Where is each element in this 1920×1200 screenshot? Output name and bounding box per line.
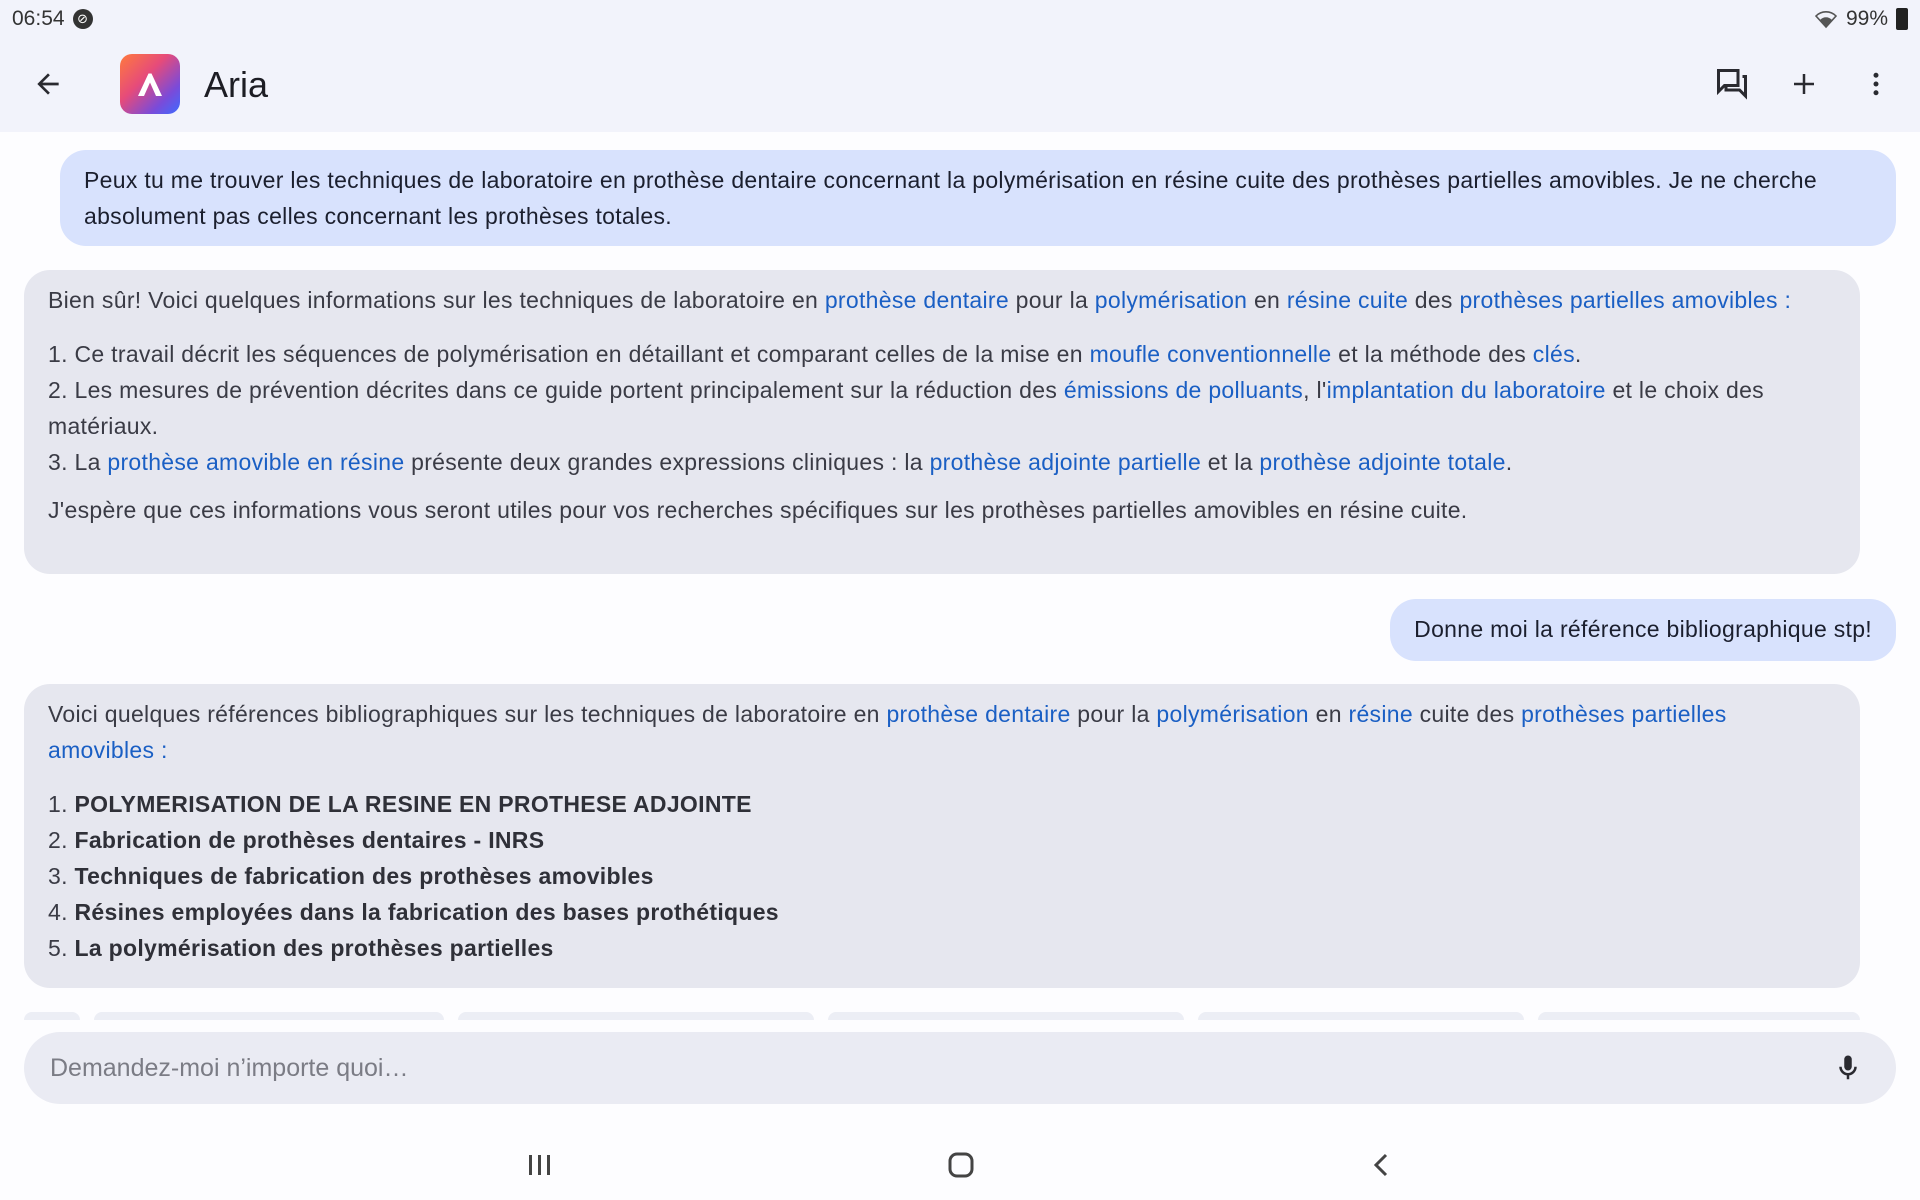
text: 1. Ce travail décrit les séquences de polymérisation en détaillant et comparant celles de la mise en bbox=[48, 341, 1090, 367]
chat-bubbles-icon bbox=[1714, 66, 1750, 102]
link[interactable]: prothèse adjointe totale bbox=[1259, 449, 1506, 475]
plus-icon bbox=[1789, 69, 1819, 99]
reference-item[interactable] bbox=[48, 786, 1836, 822]
link[interactable]: clés bbox=[1532, 341, 1575, 367]
reference-title: Techniques de bbox=[74, 863, 245, 889]
reference-item[interactable] bbox=[48, 858, 1836, 894]
new-chat-button[interactable] bbox=[1776, 56, 1832, 112]
suggestion-chips bbox=[24, 1012, 1894, 1020]
link[interactable]: prothèses partielles amovibles bbox=[1459, 287, 1778, 313]
link[interactable]: prothèse adjointe partielle bbox=[929, 449, 1202, 475]
text: . bbox=[1505, 449, 1513, 475]
text: 1. bbox=[48, 791, 75, 817]
text: 5. bbox=[48, 935, 75, 961]
link[interactable]: polymérisation bbox=[1156, 701, 1309, 727]
text: et la méthode des bbox=[1331, 341, 1533, 367]
suggestion-chip[interactable] bbox=[1198, 1012, 1524, 1020]
suggestion-chip[interactable] bbox=[1538, 1012, 1860, 1020]
app-bar bbox=[0, 38, 1920, 132]
mic-icon bbox=[1833, 1053, 1863, 1083]
assistant-intro bbox=[48, 282, 1836, 318]
text: et le choix des matériaux. bbox=[48, 377, 1764, 439]
reference-title: La polymérisation des prothèses partielles bbox=[74, 935, 554, 961]
chevron-left-icon bbox=[1368, 1151, 1396, 1179]
reference-title: des prothèses amovibles bbox=[365, 863, 654, 889]
link[interactable]: prothèse dentaire bbox=[886, 701, 1071, 727]
message-input-bar bbox=[24, 1032, 1896, 1104]
reference-item[interactable] bbox=[48, 822, 1836, 858]
text: des bbox=[1408, 287, 1460, 313]
app-title: Aria bbox=[204, 64, 269, 105]
link[interactable]: prothèses partielles amovibles bbox=[48, 701, 1727, 763]
conversations-button[interactable] bbox=[1704, 56, 1760, 112]
reference-item[interactable] bbox=[48, 930, 1836, 966]
app-logo bbox=[120, 54, 180, 114]
user-message bbox=[1390, 599, 1896, 661]
assistant-message bbox=[24, 684, 1860, 988]
wifi-icon bbox=[1814, 9, 1838, 29]
text: pour la bbox=[1070, 701, 1157, 727]
more-vert-icon bbox=[1861, 69, 1891, 99]
link[interactable]: prothèse amovible en résine bbox=[107, 449, 405, 475]
text: Voici quelques références bibliographiques sur les techniques de laboratoire en bbox=[48, 701, 887, 727]
back-button[interactable] bbox=[20, 56, 76, 112]
assistant-outro: J'espère que ces informations vous seront utiles pour vos recherches spécifiques sur les prothèses partielles amovibles en résine cuite. bbox=[48, 497, 1468, 523]
text: 3. La bbox=[48, 449, 108, 475]
reference-title: POLYMERISATION DE LA RESINE EN PROTHESE ADJOINTE bbox=[74, 791, 752, 817]
reference-title: Résines employées dans la fabrication des bbox=[74, 899, 563, 925]
user-message-text: Peux tu me trouver les techniques de laboratoire en prothèse dentaire concernant la polymérisation en résine cuite des prothèses partielles amovibles. Je ne cherche absolument pas celles concernant les prothèses totales. bbox=[84, 167, 1817, 229]
user-message-text: Donne moi la référence bibliographique stp! bbox=[1414, 616, 1872, 642]
aria-logo-icon bbox=[132, 66, 168, 102]
link[interactable]: résine cuite bbox=[1286, 287, 1409, 313]
more-options-button[interactable] bbox=[1848, 56, 1904, 112]
suggestion-chip[interactable] bbox=[458, 1012, 814, 1020]
link[interactable]: prothèse dentaire bbox=[824, 287, 1009, 313]
voice-input-button[interactable] bbox=[1826, 1046, 1870, 1090]
suggestion-chip[interactable] bbox=[94, 1012, 444, 1020]
suggestion-chip[interactable] bbox=[24, 1012, 80, 1020]
text: 4. bbox=[48, 899, 75, 925]
status-time: 06:54 bbox=[12, 7, 65, 30]
link[interactable]: INRS bbox=[488, 827, 545, 853]
text: 2. bbox=[48, 827, 75, 853]
text: . bbox=[1574, 341, 1582, 367]
text: pour la bbox=[1008, 287, 1095, 313]
link[interactable]: résine bbox=[1348, 701, 1413, 727]
list-item bbox=[48, 372, 1836, 444]
status-bar bbox=[0, 0, 1920, 38]
text: en bbox=[1247, 287, 1287, 313]
battery-icon bbox=[1896, 8, 1908, 30]
text: 3. bbox=[48, 863, 75, 889]
chat-area[interactable] bbox=[0, 132, 1920, 1022]
link[interactable]: implantation du laboratoire bbox=[1326, 377, 1606, 403]
link[interactable]: moufle conventionnelle bbox=[1089, 341, 1332, 367]
message-input[interactable] bbox=[50, 1054, 1826, 1083]
link[interactable]: polymérisation bbox=[1094, 287, 1248, 313]
assistant-intro bbox=[48, 696, 1836, 768]
recents-icon bbox=[526, 1152, 554, 1178]
text: cuite des bbox=[1412, 701, 1522, 727]
home-button[interactable] bbox=[941, 1148, 981, 1182]
list-item bbox=[48, 444, 1836, 480]
text: en bbox=[1308, 701, 1349, 727]
text: 2. Les mesures de prévention décrites dans ce guide portent principalement sur la réduction des bbox=[48, 377, 1064, 403]
suggestion-chip[interactable] bbox=[828, 1012, 1184, 1020]
list-item bbox=[48, 336, 1836, 372]
link[interactable]: émissions de polluants bbox=[1063, 377, 1304, 403]
assistant-message bbox=[24, 270, 1860, 574]
text: Bien sûr! Voici quelques informations sur les techniques de laboratoire en bbox=[48, 287, 825, 313]
recents-button[interactable] bbox=[520, 1148, 560, 1182]
text: , l' bbox=[1303, 377, 1327, 403]
link[interactable]: bases prothétiques bbox=[562, 899, 779, 925]
reference-item[interactable] bbox=[48, 894, 1836, 930]
user-message bbox=[60, 150, 1896, 246]
text: présente deux grandes expressions cliniques : la bbox=[404, 449, 930, 475]
reference-title: Fabrication de prothèses dentaires - bbox=[74, 827, 489, 853]
nav-back-button[interactable] bbox=[1362, 1148, 1402, 1182]
link[interactable]: fabrication bbox=[244, 863, 366, 889]
text: : bbox=[154, 737, 168, 763]
arrow-back-icon bbox=[32, 68, 64, 100]
text: : bbox=[1777, 287, 1792, 313]
home-icon bbox=[947, 1151, 975, 1179]
notification-icon: ⊘ bbox=[73, 9, 93, 29]
battery-percent: 99% bbox=[1845, 7, 1888, 30]
text: et la bbox=[1201, 449, 1260, 475]
